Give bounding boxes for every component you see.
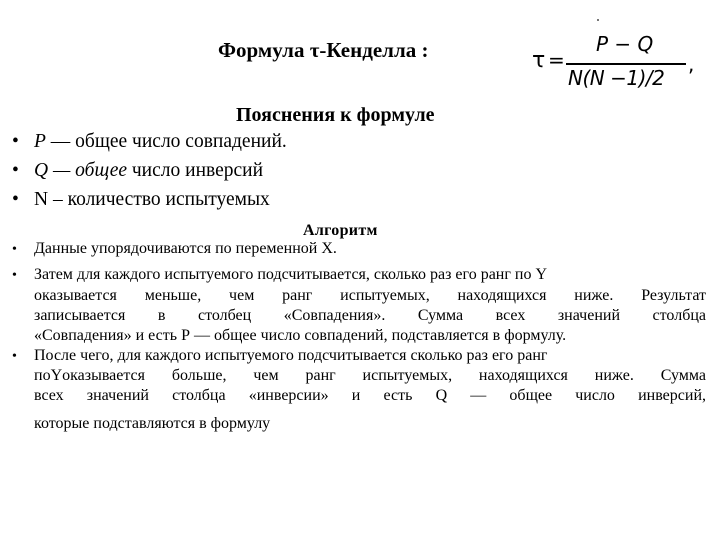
step-2-line-1: Затем для каждого испытуемого подсчитывается, сколько раз его ранг по Y xyxy=(34,266,548,283)
bullet-icon: • xyxy=(12,189,19,210)
bullet-icon: • xyxy=(12,160,19,181)
algorithm-step-2 xyxy=(12,266,547,284)
step-1-text: Данные упорядочиваются по переменной X. xyxy=(34,240,337,257)
symbol-n: N xyxy=(34,189,49,210)
explanations-heading: Пояснения к формуле xyxy=(236,104,435,126)
bullet-icon: • xyxy=(12,268,17,283)
fraction-bar xyxy=(566,63,686,65)
step-2-line-3: записывается в столбец «Совпадения». Сумма всех значений столбца xyxy=(34,307,706,324)
legend-item-n xyxy=(12,189,270,211)
stray-dot xyxy=(597,19,599,21)
legend-text-q-italic: — общее xyxy=(48,160,127,181)
algorithm-step-1 xyxy=(12,240,337,258)
algorithm-step-3 xyxy=(12,347,547,365)
legend-text-q: число инверсий xyxy=(127,160,264,181)
step-2-line-2: оказывается меньше, чем ранг испытуемых, находящихся ниже. Результат xyxy=(34,287,706,304)
legend-item-p xyxy=(12,131,287,153)
bullet-icon: • xyxy=(12,242,17,257)
legend-text-p: — общее число совпадений. xyxy=(45,131,287,152)
algorithm-heading: Алгоритм xyxy=(303,222,378,239)
formula-equals: = xyxy=(548,48,565,72)
formula-tau: τ xyxy=(532,48,546,73)
step-3-line-4: которые подставляются в формулу xyxy=(34,415,271,432)
step-3-line-1: После чего, для каждого испытуемого подсчитывается сколько раз его ранг xyxy=(34,347,548,364)
step-3-line-3: всех значений столбца «инверсии» и есть Q — общее число инверсий, xyxy=(34,387,706,404)
step-2-line-4: «Совпадения» и есть Р — общее число совпадений, подставляется в формулу. xyxy=(34,327,567,344)
formula-numerator: P − Q xyxy=(596,32,654,56)
formula-comma: , xyxy=(688,52,695,76)
symbol-q: Q xyxy=(34,160,49,181)
symbol-p: P xyxy=(34,131,46,152)
bullet-icon: • xyxy=(12,349,17,364)
formula-denominator: N(N −1)/2 xyxy=(568,66,665,90)
page-title: Формула τ-Кенделла : xyxy=(218,38,429,62)
legend-text-n: – количество испытуемых xyxy=(48,189,270,210)
kendall-formula xyxy=(532,30,695,94)
bullet-icon: • xyxy=(12,131,19,152)
legend-item-q xyxy=(12,160,263,182)
step-3-line-2: поYоказывается больше, чем ранг испытуемых, находящихся ниже. Сумма xyxy=(34,367,706,384)
